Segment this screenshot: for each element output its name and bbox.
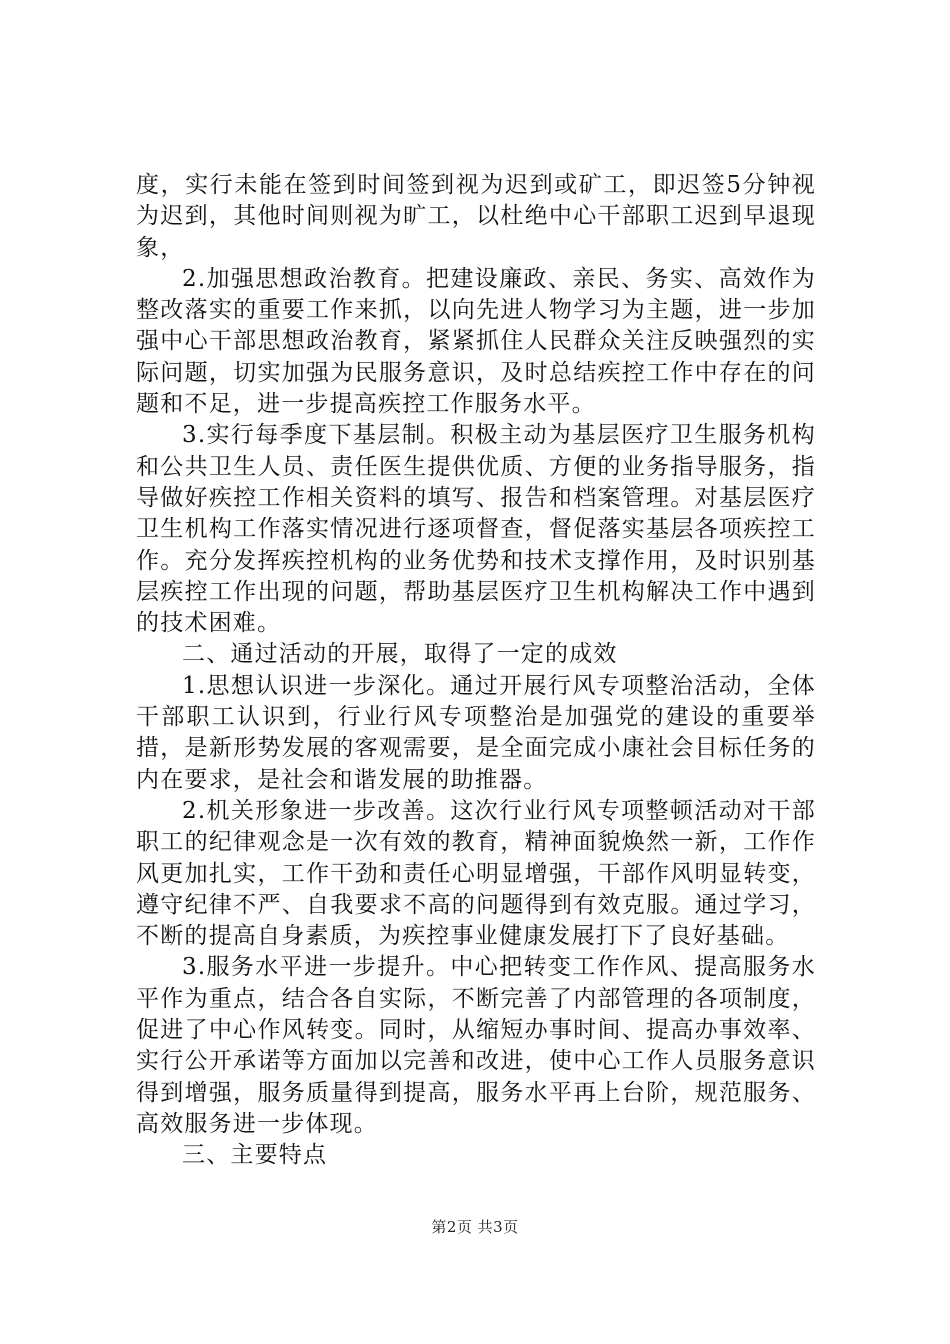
paragraph-result-1-awareness: 1.思想认识进一步深化。通过开展行风专项整治活动，全体干部职工认识到，行业行风专项整治是加强党的建设的重要举措，是新形势发展的客观需要，是全面完成小康社会目标任务的内在要求，是社会和谐发展的助推器。	[136, 672, 816, 793]
section-heading-features: 三、主要特点	[182, 1142, 328, 1169]
page-number-footer: 第2页 共3页	[431, 1218, 519, 1236]
document-body	[136, 170, 816, 1172]
paragraph-continuation: 度，实行未能在签到时间签到视为迟到或矿工，即迟签5分钟视为迟到，其他时间则视为旷工，以杜绝中心干部职工迟到早退现象，	[136, 172, 816, 261]
paragraph-item-2-political-education: 2.加强思想政治教育。把建设廉政、亲民、务实、高效作为整改落实的重要工作来抓，以向先进人物学习为主题，进一步加强中心干部思想政治教育，紧紧抓住人民群众关注反映强烈的实际问题，切实加强为民服务意识，及时总结疾控工作中存在的问题和不足，进一步提高疾控工作服务水平。	[136, 265, 816, 418]
paragraph-result-3-service: 3.服务水平进一步提升。中心把转变工作作风、提高服务水平作为重点，结合各自实际，不断完善了内部管理的各项制度，促进了中心作风转变。同时，从缩短办事时间、提高办事效率、实行公开承诺等方面加以完善和改进，使中心工作人员服务意识得到增强，服务质量得到提高，服务水平再上台阶，规范服务、高效服务进一步体现。	[136, 954, 816, 1137]
section-heading-results: 二、通过活动的开展，取得了一定的成效	[182, 641, 618, 668]
paragraph-item-3-grassroots-visits: 3.实行每季度下基层制。积极主动为基层医疗卫生服务机构和公共卫生人员、责任医生提供优质、方便的业务指导服务，指导做好疾控工作相关资料的填写、报告和档案管理。对基层医疗卫生机构工作落实情况进行逐项督查，督促落实基层各项疾控工作。充分发挥疾控机构的业务优势和技术支撑作用，及时识别基层疾控工作出现的问题，帮助基层医疗卫生机构解决工作中遇到的技术困难。	[136, 422, 816, 637]
paragraph-result-2-image: 2.机关形象进一步改善。这次行业行风专项整顿活动对干部职工的纪律观念是一次有效的教育，精神面貌焕然一新，工作作风更加扎实，工作干劲和责任心明显增强，干部作风明显转变，遵守纪律不严、自我要求不高的问题得到有效克服。通过学习，不断的提高自身素质，为疾控事业健康发展打下了良好基础。	[136, 797, 816, 950]
